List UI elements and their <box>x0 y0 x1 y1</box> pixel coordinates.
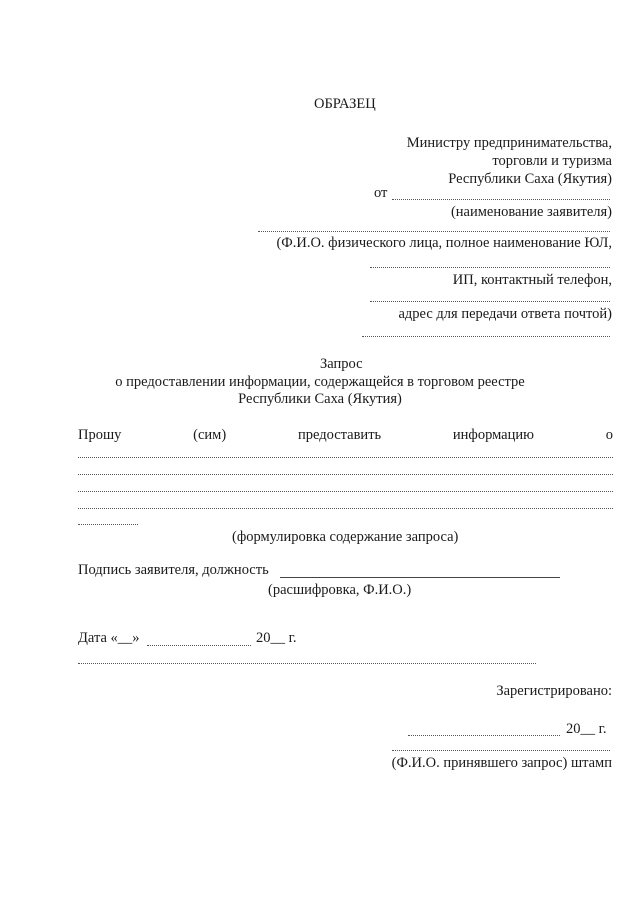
registration-label: Зарегистрировано: <box>496 683 612 699</box>
registration-date-line <box>408 735 560 736</box>
registration-name-line <box>392 750 610 751</box>
request-text-line-2 <box>78 474 613 475</box>
applicant-hint-1: (Ф.И.О. физического лица, полное наименование ЮЛ, <box>276 235 612 251</box>
applicant-line-2 <box>258 231 610 232</box>
body-word-1: Прошу <box>78 427 122 443</box>
applicant-line-4 <box>370 301 610 302</box>
body-word-4: информацию <box>452 427 534 443</box>
applicant-hint-3: адрес для передачи ответа почтой) <box>398 306 612 322</box>
recipient-line-3: Республики Саха (Якутия) <box>448 171 612 187</box>
registration-year: 20__ г. <box>566 721 607 737</box>
request-subtitle-line-1: о предоставлении информации, содержащейся в торговом реестре <box>115 374 525 390</box>
request-text-line-5 <box>78 524 138 525</box>
sample-label: ОБРАЗЕЦ <box>314 96 376 112</box>
applicant-line-5 <box>362 336 610 337</box>
applicant-name-line <box>392 199 610 200</box>
registration-caption: (Ф.И.О. принявшего запрос) штамп <box>391 755 612 771</box>
body-word-3: предоставить <box>297 427 382 443</box>
date-month-line <box>147 645 251 646</box>
body-word-5: о <box>605 427 613 443</box>
signature-caption: (расшифровка, Ф.И.О.) <box>268 582 412 598</box>
applicant-hint-2: ИП, контактный телефон, <box>452 272 612 288</box>
signature-line <box>280 577 560 578</box>
from-label: от <box>374 185 388 201</box>
request-text-line-1 <box>78 457 613 458</box>
recipient-line-1: Министру предпринимательства, <box>406 135 612 151</box>
request-text-line-4 <box>78 508 613 509</box>
request-subtitle-line-2: Республики Саха (Якутия) <box>238 391 402 407</box>
applicant-line-3 <box>370 267 610 268</box>
signature-label: Подпись заявителя, должность <box>78 562 269 578</box>
wording-caption: (формулировка содержание запроса) <box>232 529 459 545</box>
applicant-caption: (наименование заявителя) <box>450 204 612 220</box>
request-title: Запрос <box>320 356 363 372</box>
date-year: 20__ г. <box>256 630 297 646</box>
date-label: Дата «__» <box>78 630 140 646</box>
body-word-2: (сим) <box>193 427 227 443</box>
recipient-line-2: торговли и туризма <box>492 153 612 169</box>
request-text-line-3 <box>78 491 613 492</box>
request-body-text <box>78 428 613 443</box>
date-underline <box>78 663 536 664</box>
